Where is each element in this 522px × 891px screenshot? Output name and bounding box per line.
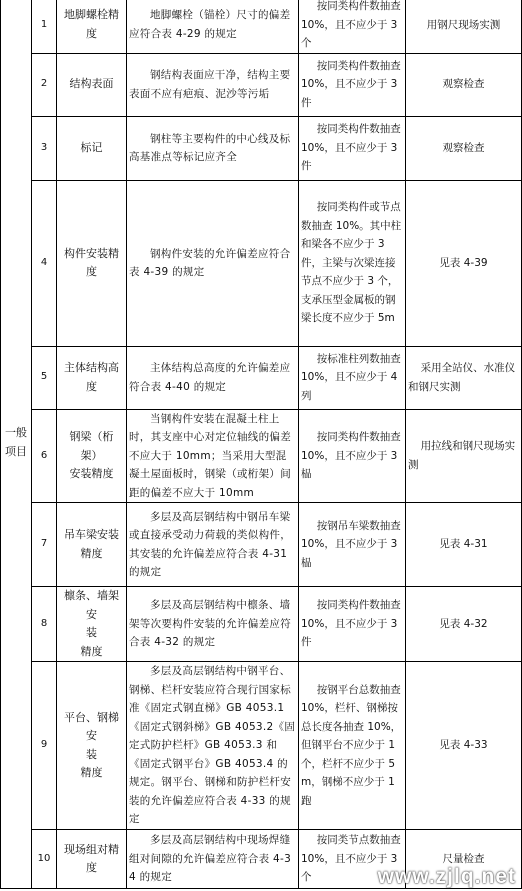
row-number: 9	[32, 662, 57, 830]
requirement-text: 钢构件安装的允许偏差应符合表 4-39 的规定	[127, 180, 299, 346]
table-row	[1, 662, 522, 830]
inspection-method: 见表 4-39	[406, 180, 522, 346]
row-number: 5	[32, 346, 57, 409]
inspection-method: 见表 4-32	[406, 587, 522, 662]
requirement-text: 多层及高层钢结构中钢平台、钢梯、栏杆安装应符合现行国家标准《固定式钢直梯》GB 4053.1《固定式钢斜梯》GB 4053.2《固定式防护栏杆》GB 4053.3 和《固定式钢平台》GB 4053.4 的规定。钢平台、钢梯和防护栏杆安装的允许偏差应符合表 4-33 的规定	[127, 662, 299, 830]
row-number: 2	[32, 53, 57, 116]
requirement-text: 钢结构表面应干净，结构主要表面不应有疤痕、泥沙等污垢	[127, 53, 299, 116]
row-number: 7	[32, 503, 57, 587]
row-number: 10	[32, 830, 57, 889]
table-row	[1, 53, 522, 116]
table-row	[1, 409, 522, 503]
inspection-quantity: 按同类构件数抽查 10%，且不应少于 3 件	[299, 116, 406, 180]
requirement-text: 地脚螺栓（锚栓）尺寸的偏差应符合表 4-29 的规定	[127, 0, 299, 53]
inspection-quantity: 按钢平台总数抽查 10%，栏杆、钢梯按总长度各抽查 10%，但钢平台不应少于 1 个，栏杆不应少于 5m，钢梯不应少于 1 跑	[299, 662, 406, 830]
inspection-quantity: 按同类构件数抽查 10%，且不应少于 3 榀	[299, 409, 406, 503]
inspection-quantity: 按同类构件或节点数抽查 10%。其中柱和梁各不应少于 3 件，主梁与次梁连接节点不应少于 3 个，支承压型金属板的钢梁长度不应少于 5m	[299, 180, 406, 346]
inspection-method: 尺量检查	[406, 830, 522, 889]
inspection-method: 观察检查	[406, 53, 522, 116]
requirement-text: 多层及高层钢结构中檩条、墙架等次要构件安装的允许偏差应符合表 4-32 的规定	[127, 587, 299, 662]
row-number: 8	[32, 587, 57, 662]
inspection-method: 观察检查	[406, 116, 522, 180]
item-name: 主体结构高 度	[57, 346, 127, 409]
item-name: 檩条、墙架安 装 精度	[57, 587, 127, 662]
inspection-method: 用拉线和钢尺现场实测	[406, 409, 522, 503]
row-number: 4	[32, 180, 57, 346]
inspection-quantity: 按同类构件数抽查 10%，且不应少于 3 件	[299, 53, 406, 116]
item-name: 地脚螺栓精 度	[57, 0, 127, 53]
table-row	[1, 116, 522, 180]
requirement-text: 钢柱等主要构件的中心线及标高基准点等标记应齐全	[127, 116, 299, 180]
inspection-method: 见表 4-31	[406, 503, 522, 587]
table-row	[1, 587, 522, 662]
group-label: 一般 项目	[5, 426, 27, 458]
table-row	[1, 180, 522, 346]
inspection-quantity: 按同类节点数抽查 10%，且不应少于 3 个	[299, 830, 406, 889]
watermark: www.zjlq.net	[377, 865, 516, 888]
table-body	[1, 0, 522, 889]
item-name: 现场组对精 度	[57, 830, 127, 889]
inspection-method: 见表 4-33	[406, 662, 522, 830]
inspection-method: 采用全站仪、水准仪和钢尺实测	[406, 346, 522, 409]
requirement-text: 多层及高层钢结构中现场焊缝组对间隙的允许偏差应符合表 4-34 的规定	[127, 830, 299, 889]
requirement-text: 当钢构件安装在混凝土柱上时，其支座中心对定位轴线的偏差不应大于 10mm；当采用大型混凝土屋面板时，钢梁（或桁架）间距的偏差不应大于 10mm	[127, 409, 299, 503]
row-number: 6	[32, 409, 57, 503]
item-name: 构件安装精 度	[57, 180, 127, 346]
inspection-quantity: 按同类构件数抽查 10%，且不应少于 3 个	[299, 0, 406, 53]
inspection-quantity: 按标准柱列数抽查 10%，且不应少于 4 列	[299, 346, 406, 409]
item-name: 吊车梁安装 精度	[57, 503, 127, 587]
item-name: 标记	[57, 116, 127, 180]
inspection-quantity: 按同类构件数抽查 10%，且不应少于 3 件	[299, 587, 406, 662]
item-name: 钢梁（桁架） 安装精度	[57, 409, 127, 503]
inspection-quantity: 按钢吊车梁数抽查 10%，且不应少于 3 榀	[299, 503, 406, 587]
table-row	[1, 503, 522, 587]
row-number: 1	[32, 0, 57, 53]
requirement-text: 主体结构总高度的允许偏差应符合表 4-40 的规定	[127, 346, 299, 409]
table-row	[1, 0, 522, 53]
item-name: 平台、钢梯安 装 精度	[57, 662, 127, 830]
requirement-text: 多层及高层钢结构中钢吊车梁或直接承受动力荷载的类似构件，其安装的允许偏差应符合表 4-31 的规定	[127, 503, 299, 587]
table-row	[1, 346, 522, 409]
row-number: 3	[32, 116, 57, 180]
group-label-cell	[1, 0, 32, 889]
inspection-method: 用钢尺现场实测	[406, 0, 522, 53]
item-name: 结构表面	[57, 53, 127, 116]
